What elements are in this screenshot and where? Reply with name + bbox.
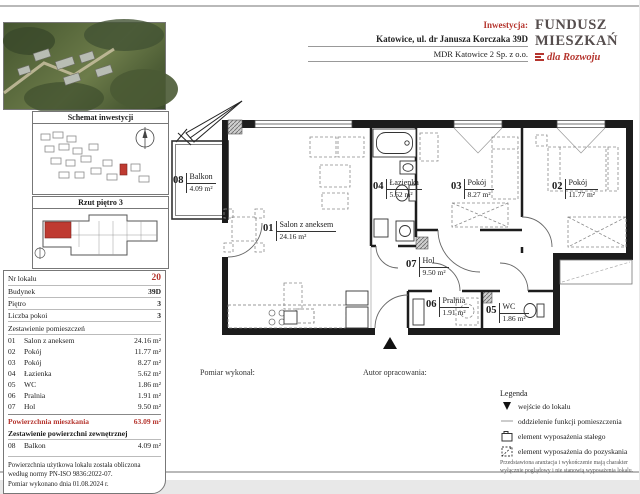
- room-num: 06: [8, 390, 16, 400]
- fridge-cabinet-icons: [346, 291, 368, 328]
- info-row-pietro: [8, 298, 161, 310]
- room-label-wc: [486, 303, 529, 323]
- legend-item-label: wejście do lokalu: [518, 401, 571, 411]
- window-salon: [255, 120, 352, 128]
- entrance-arrow-icon: [383, 337, 397, 349]
- room-label-area: 1.86 m²: [502, 313, 526, 323]
- room-label-hol: [406, 257, 449, 277]
- legend-note: Przedstawiona aranżacja i wykończenie mają charakter wyłącznie poglądowy i nie stanowią wyposażenia lokalu.: [500, 460, 634, 474]
- laundry-shelf-icon: [413, 299, 424, 325]
- logo-tagline: dla Rozwoju: [547, 51, 601, 63]
- room-label-num: 06: [426, 299, 437, 310]
- thin-line-icon: [500, 415, 514, 427]
- room-label-area: 11.77 m²: [568, 189, 596, 199]
- logo-flag-icon: [535, 53, 544, 62]
- room-label-area: 8.27 m²: [467, 189, 491, 199]
- room-label-name: Hol: [420, 257, 449, 268]
- aerial-photo-art: [4, 23, 163, 107]
- floor-key-plan: [33, 209, 166, 265]
- room-label-area: 1.91 m²: [442, 307, 466, 317]
- note-line: Powierzchnia użytkowa lokalu została obliczona: [8, 461, 141, 469]
- info-label: Liczba pokoi: [8, 310, 48, 320]
- table-row: [8, 357, 161, 368]
- room-label-name: WC: [500, 303, 529, 314]
- page-top-rule: [0, 5, 639, 7]
- room-label-num: 03: [451, 181, 462, 192]
- room-num: 04: [8, 368, 16, 378]
- room-label-num: 07: [406, 259, 417, 270]
- logo-line1: FUNDUSZ: [535, 17, 607, 33]
- room-label-area: 4.09 m²: [189, 183, 213, 193]
- legend-item: [500, 430, 636, 442]
- highlighted-building: [120, 164, 127, 175]
- legend-item-label: element wyposażenia stałego: [518, 431, 606, 441]
- table-row: [8, 368, 161, 379]
- bathroom-washer-icon: [374, 219, 414, 241]
- room-num: 05: [8, 379, 16, 389]
- key-compass-icon: [35, 247, 45, 259]
- room-label-name: Łazienka: [387, 179, 422, 190]
- room-num: 02: [8, 346, 16, 356]
- info-label: Budynek: [8, 286, 36, 296]
- measurement-note: [8, 456, 161, 490]
- table-row: [8, 335, 161, 346]
- info-label: Nr lokalu: [8, 274, 37, 283]
- room-label-salon: [263, 221, 336, 241]
- info-value: 39D: [148, 286, 161, 296]
- room-num: 01: [8, 335, 16, 345]
- room-name: WC: [24, 379, 37, 389]
- total-area-row: [8, 414, 161, 427]
- entrance-triangle-icon: [500, 400, 514, 412]
- legend-item-label: element wyposażenia do pozyskania: [518, 446, 628, 456]
- future-equipment-icon: [500, 445, 514, 457]
- note-line: Pomiar wykonano dnia 01.08.2024 r.: [8, 480, 109, 488]
- investment-label: Inwestycja:: [483, 20, 528, 30]
- room-name: Hol: [24, 401, 36, 411]
- stove-icon: [269, 310, 285, 325]
- room-label-name: Pralnia: [440, 297, 469, 308]
- total-area-value: 63.09 m²: [133, 416, 161, 426]
- rzut-title: Rzut piętro 3: [33, 197, 168, 209]
- info-row-liczba-pokoi: [8, 310, 161, 322]
- legend-item: [500, 445, 636, 457]
- legend-item: [500, 415, 636, 427]
- total-label: Powierzchnia mieszkania: [8, 416, 90, 426]
- room-name: Pokój: [24, 346, 42, 356]
- measured-by-label: Pomiar wykonał:: [200, 368, 255, 377]
- legend-item: [500, 400, 636, 412]
- developer-name: MDR Katowice 2 Sp. z o.o.: [308, 47, 528, 62]
- hall-cabinet-icon: [284, 311, 297, 324]
- room-label-pralnia: [426, 297, 469, 317]
- unit-data-table: [3, 270, 166, 494]
- floor-plan-drawing: [170, 95, 640, 360]
- fixed-equipment-icon: [500, 430, 514, 442]
- room-label-pokoj02: [552, 179, 598, 199]
- room-area: 24.16 m²: [134, 335, 161, 345]
- room-label-num: 01: [263, 223, 274, 234]
- room-label-area: 9.50 m²: [422, 267, 446, 277]
- header-block: [308, 20, 528, 62]
- note-line: według normy PN-ISO 9836:2022-07.: [8, 471, 113, 479]
- site-compass-icon: [136, 127, 154, 149]
- table-row: [8, 390, 161, 401]
- room-area: 8.27 m²: [137, 357, 161, 367]
- window-room02: [557, 120, 605, 128]
- room-label-name: Salon z aneksem: [277, 221, 337, 232]
- table-row: [8, 379, 161, 390]
- info-value: 3: [157, 310, 161, 320]
- room-name: Salon z aneksem: [24, 335, 75, 345]
- room-area: 11.77 m²: [134, 346, 161, 356]
- window-swing-lines: [454, 128, 605, 153]
- bathtub-icon: [373, 129, 416, 157]
- room-num: 03: [8, 357, 16, 367]
- room-num: 08: [8, 440, 16, 450]
- legend-item-label: oddzielenie funkcji pomieszczenia: [518, 416, 622, 426]
- window-room03: [454, 120, 502, 128]
- room-label-name: Pokój: [465, 179, 494, 190]
- room-name: Pralnia: [24, 390, 46, 400]
- room-label-num: 04: [373, 181, 384, 192]
- room-name: Łazienka: [24, 368, 52, 378]
- table-row: [8, 401, 161, 412]
- washbasin-icon: [400, 161, 416, 174]
- neighbour-balcony-outline: [560, 260, 632, 284]
- room-label-area: 5.62 m²: [389, 189, 413, 199]
- room-area: 4.09 m²: [137, 440, 161, 450]
- room-label-num: 02: [552, 181, 563, 192]
- fund-logo: [535, 18, 631, 63]
- room-label-name: Pokój: [566, 179, 599, 190]
- room-label-balkon: [173, 173, 216, 193]
- unit-number: 20: [151, 273, 161, 283]
- info-label: Piętro: [8, 298, 26, 308]
- legend-title: Legenda: [500, 389, 528, 398]
- author-label: Autor opracowania:: [363, 368, 427, 377]
- table-row: [8, 346, 161, 357]
- room-area: 9.50 m²: [137, 401, 161, 411]
- room-num: 07: [8, 401, 16, 411]
- investment-address: Katowice, ul. dr Janusza Korczaka 39D: [308, 34, 528, 47]
- table-row: [8, 440, 161, 451]
- room-label-num: 08: [173, 175, 184, 186]
- room-label-num: 05: [486, 305, 497, 316]
- logo-line2: MIESZKAŃ: [535, 32, 618, 49]
- room-area: 1.86 m²: [137, 379, 161, 389]
- rzut-box: [32, 196, 169, 269]
- schemat-box: [32, 111, 169, 195]
- rooms-header: Zestawienie pomieszczeń: [8, 322, 161, 335]
- room-label-area: 24.16 m²: [279, 231, 307, 241]
- room-area: 1.91 m²: [137, 390, 161, 400]
- legend: [500, 389, 636, 476]
- room-label-pokoj03: [451, 179, 494, 199]
- room-name: Balkon: [24, 440, 46, 450]
- highlighted-unit: [45, 222, 71, 238]
- room-area: 5.62 m²: [137, 368, 161, 378]
- info-row-nr-lokalu: [8, 273, 161, 286]
- room-name: Pokój: [24, 357, 42, 367]
- info-value: 3: [157, 298, 161, 308]
- room-label-name: Balkon: [187, 173, 216, 184]
- site-map: [33, 124, 166, 192]
- info-row-budynek: [8, 286, 161, 298]
- schemat-title: Schemat inwestycji: [33, 112, 168, 124]
- floor-plan: [170, 95, 640, 360]
- external-header: Zestawienie powierzchni zewnętrznej: [8, 427, 161, 440]
- room-label-lazienka: [373, 179, 422, 199]
- aerial-photo: [3, 22, 166, 110]
